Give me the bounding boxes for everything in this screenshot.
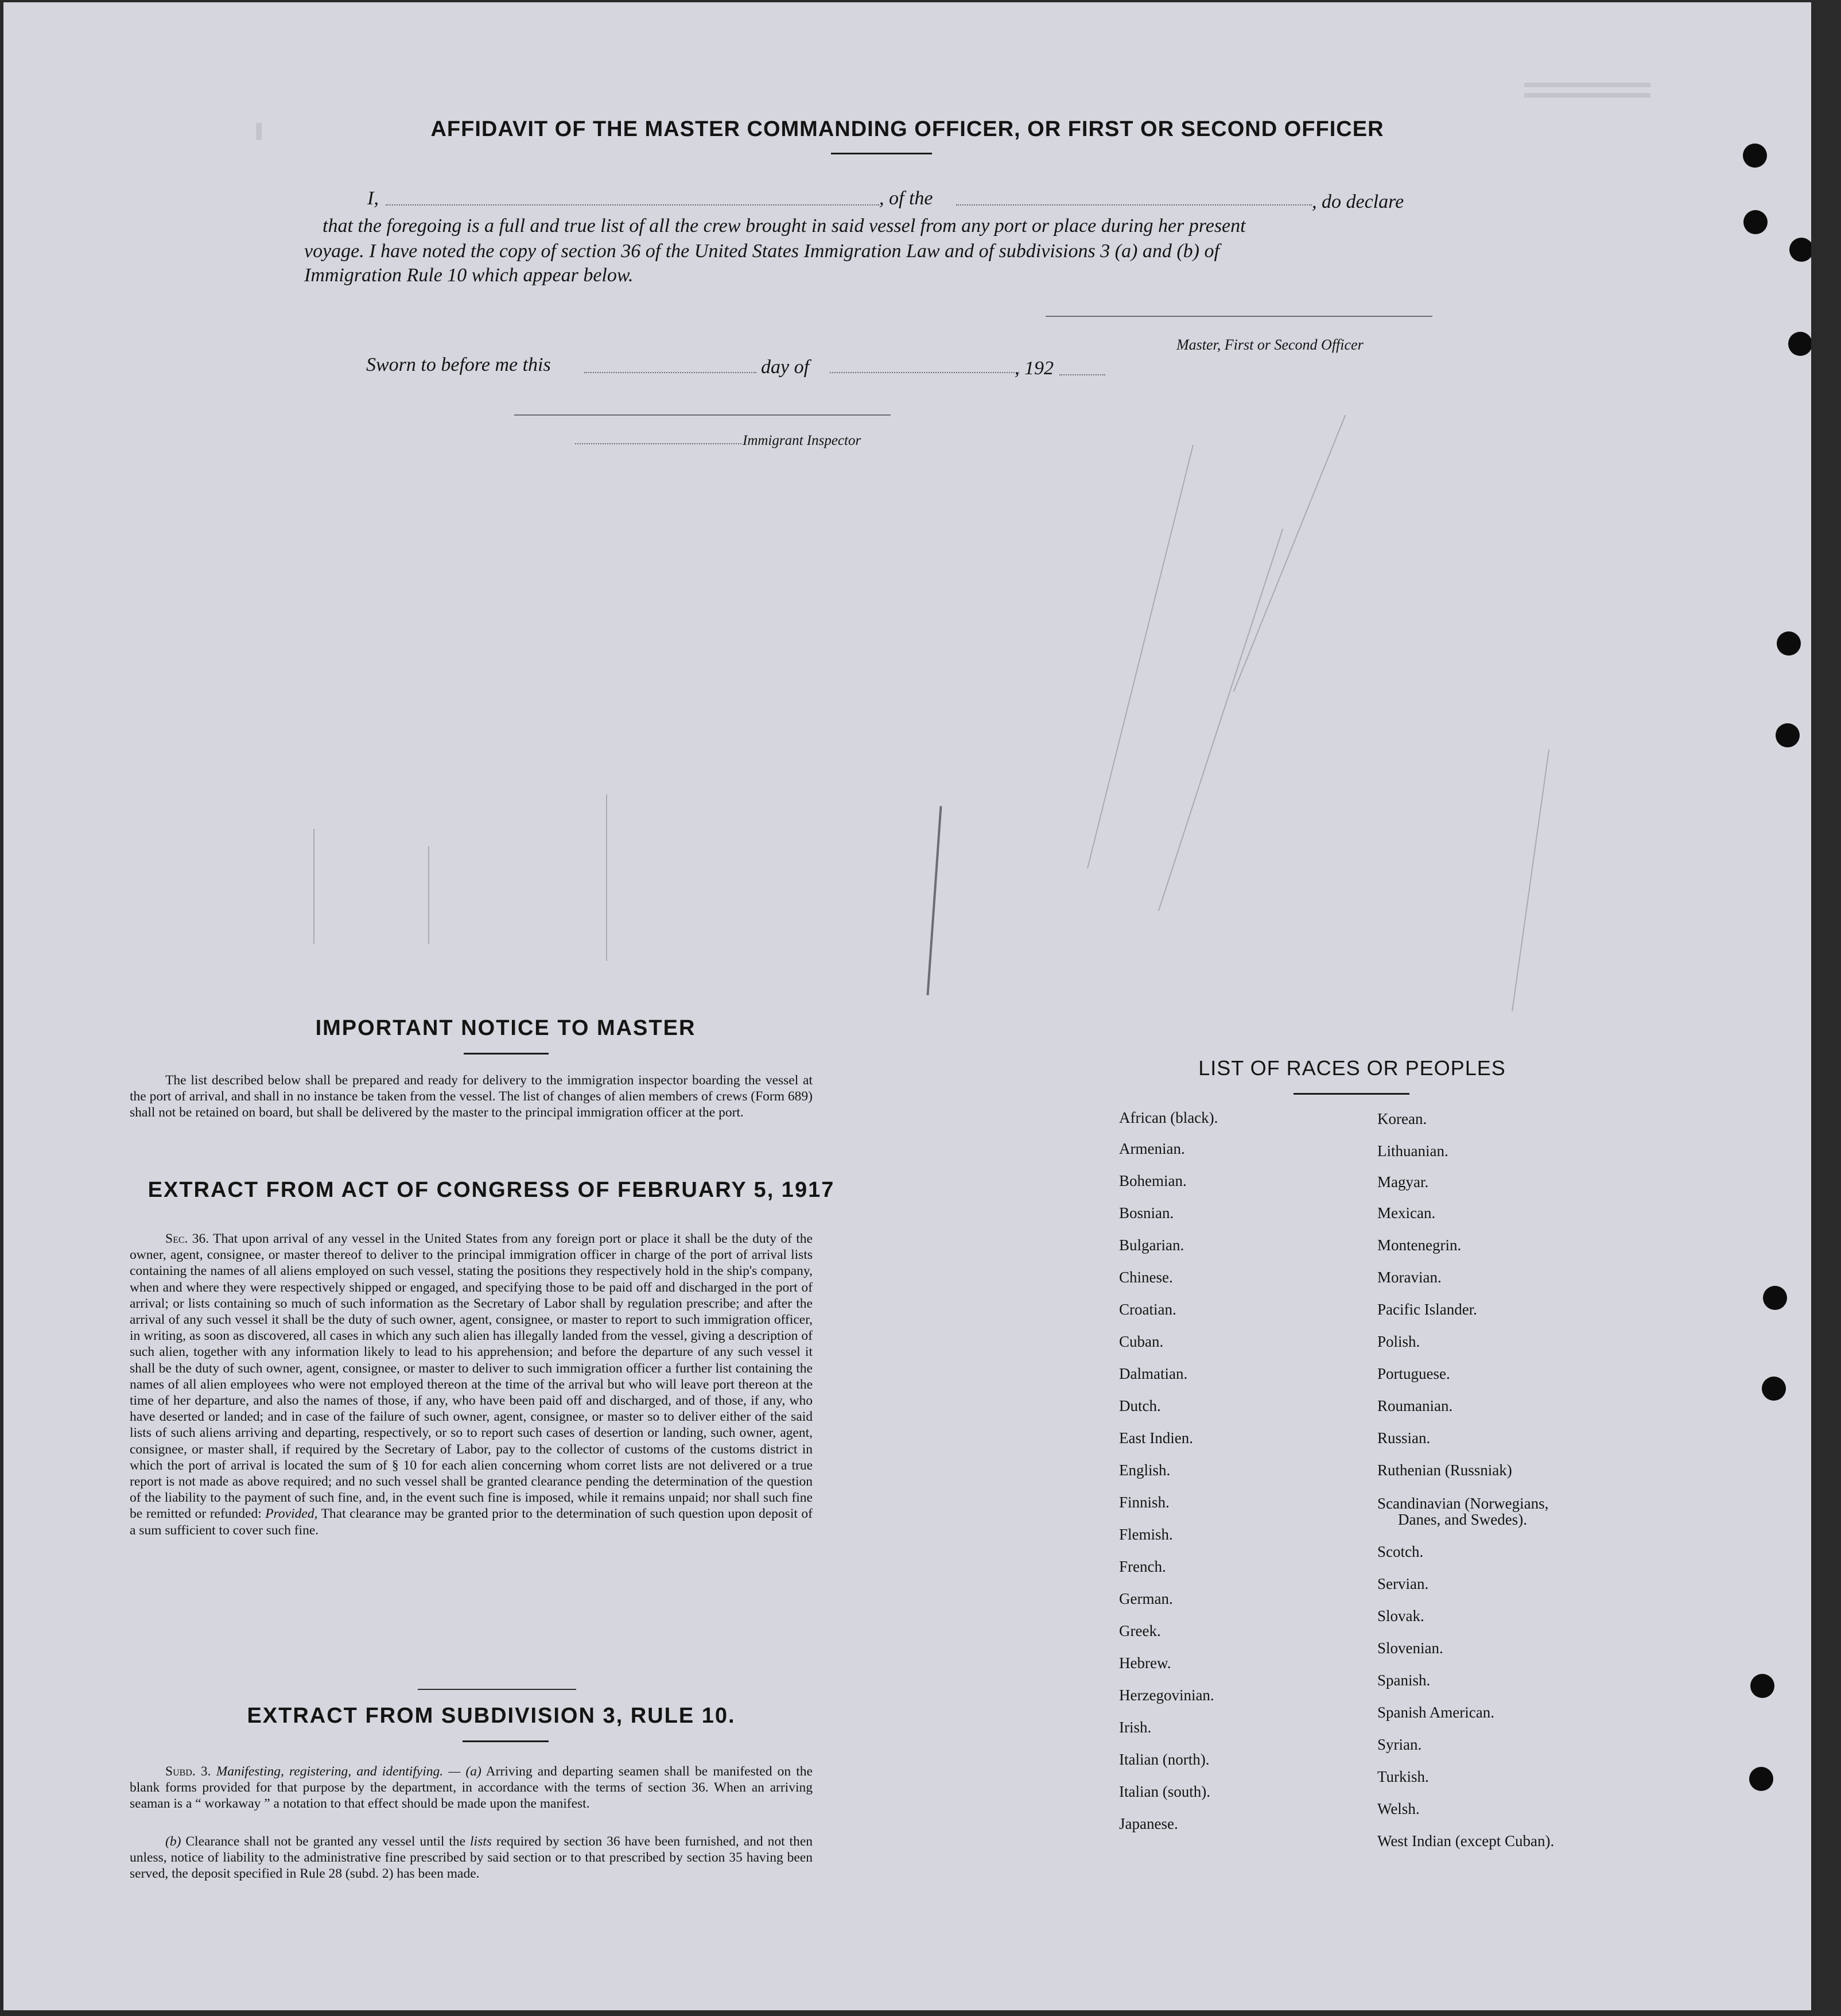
- races-title: LIST OF RACES OR PEOPLES: [1198, 1056, 1506, 1080]
- act-divider: [418, 1689, 576, 1690]
- act-section-label: Sec. 36.: [165, 1231, 209, 1246]
- rule-a-text: [130, 1763, 813, 1812]
- act-body: That upon arrival of any vessel in the United States from any foreign port or place it shall be the duty of the owner, agent, consignee, or master thereof to deliver to the principal immigration officer in charge of the port of arrival lists containing the names of all aliens employed on such vessel, stating the positions they respectively hold in the ship's company, when and where they were respectively shipped or engaged, and specifying those to be paid off and discharged in the port of arrival; or lists containing so much of such information as the Secretary of Labor shall by regulation prescribe; and after the arrival of any such vessel it shall be the duty of such owner, agent, consignee, or master to report to such immigration officer, in writing, as soon as discovered, all cases in which any such alien has illegally landed from the vessel, giving a description of such alien, together with any information likely to lead to his apprehension; and before the departure of any such vessel it shall be the duty of such owner, agent, consignee, or master to deliver to such immigration officer a further list containing the names of all alien employees who were not employed thereon at the time of the arrival but who will leave port thereon at the time of her departure, and also the names of those, if any, who have been paid off and discharged, and of those, if any, who have deserted or landed; and in case of the failure of such owner, agent, consignee, or master so to deliver either of the said lists of such aliens arriving and departing, respectively, or so to report such cases of desertion or landing, such owner, agent, consignee, or master shall, if required by the Secretary of Labor, pay to the collector of customs of the customs district in which the port of arrival is located the sum of § 10 for each alien concerning whom corret lists are not delivered or a true report is not made as above required; and no such vessel shall be granted clearance pending the determination of the question of the liability to the payment of such fine, and, in the event such fine is imposed, while it remains unpaid; nor shall such fine be remitted or refunded:: [130, 1231, 813, 1522]
- race-item: Italian (north).: [1119, 1751, 1210, 1768]
- race-item: Dalmatian.: [1119, 1365, 1188, 1382]
- inspector-signature-line: [514, 414, 891, 416]
- declaration-line-1: that the foregoing is a full and true list of all the crew brought in said vessel from any port or place during her present: [323, 215, 1246, 237]
- rule-b-body-2: required by section 36 have been furnished, and not then unless, notice of liability to the administrative fine prescribed by said section or to that prescribed by section 35 having been served, the deposit specified in Rule 28 (subd. 2) has been made.: [130, 1834, 813, 1882]
- race-item: Slovenian.: [1377, 1639, 1443, 1657]
- race-item: Pacific Islander.: [1377, 1301, 1477, 1318]
- race-item: Greek.: [1119, 1622, 1161, 1639]
- notice-title: IMPORTANT NOTICE TO MASTER: [315, 1016, 696, 1040]
- race-item: Ruthenian (Russniak): [1377, 1461, 1512, 1479]
- race-item: Russian.: [1377, 1429, 1431, 1447]
- scratch-mark: [1087, 445, 1194, 869]
- act-title: EXTRACT FROM ACT OF CONGRESS OF FEBRUARY 5, 1917: [147, 1178, 835, 1202]
- race-item: Scotch.: [1377, 1543, 1424, 1560]
- day-of-label: day of: [761, 356, 810, 378]
- rule-b-label: (b): [165, 1834, 181, 1849]
- race-item: Portuguese.: [1377, 1365, 1450, 1382]
- scratch-mark: [313, 829, 314, 944]
- race-item: Spanish American.: [1377, 1704, 1494, 1721]
- punch-hole-icon: [1789, 238, 1811, 262]
- declaration-line-2: voyage. I have noted the copy of section 36 of the United States Immigration Law and of subdivisions 3 (a) and (b) of: [304, 241, 1219, 262]
- vessel-name-blank: [956, 204, 1312, 206]
- punch-hole-icon: [1777, 631, 1801, 656]
- race-item: Welsh.: [1377, 1800, 1420, 1817]
- scratch-mark: [428, 846, 429, 944]
- master-signature-label: Master, First or Second Officer: [1176, 336, 1364, 353]
- act-tail: That clearance may be granted prior to the determination of such question upon deposit of a sum sufficient to cover such fine.: [130, 1506, 813, 1538]
- race-item: Bulgarian.: [1119, 1236, 1184, 1254]
- punch-hole-icon: [1762, 1377, 1786, 1401]
- race-item: Servian.: [1377, 1575, 1429, 1592]
- punch-hole-icon: [1776, 723, 1800, 747]
- rule-b-text: [130, 1833, 813, 1882]
- rule-title: EXTRACT FROM SUBDIVISION 3, RULE 10.: [247, 1704, 736, 1728]
- race-item: Dutch.: [1119, 1397, 1161, 1414]
- race-item: Syrian.: [1377, 1736, 1422, 1753]
- race-item: Moravian.: [1377, 1269, 1442, 1286]
- race-item: African (black).: [1119, 1109, 1218, 1126]
- race-item: Bohemian.: [1119, 1172, 1187, 1189]
- race-item: Slovak.: [1377, 1607, 1424, 1625]
- declaration-line-3: Immigration Rule 10 which appear below.: [304, 265, 634, 286]
- race-item: French.: [1119, 1558, 1166, 1575]
- sworn-month-blank: [830, 372, 1019, 373]
- races-title-underline: [1294, 1093, 1409, 1095]
- punch-hole-icon: [1750, 1674, 1774, 1698]
- race-item: West Indian (except Cuban).: [1377, 1832, 1555, 1850]
- race-item: Chinese.: [1119, 1269, 1173, 1286]
- race-item: Scandinavian (Norwegians,: [1377, 1495, 1549, 1512]
- rule-b-body-1: Clearance shall not be granted any vessel until the: [185, 1834, 466, 1849]
- punch-hole-icon: [1743, 144, 1767, 168]
- scratch-mark: [926, 806, 942, 995]
- rule-subd-label: Subd. 3.: [165, 1764, 211, 1779]
- race-item: Italian (south).: [1119, 1783, 1210, 1800]
- declarant-label: I,: [367, 188, 379, 209]
- race-item: Montenegrin.: [1377, 1236, 1462, 1254]
- race-item: Lithuanian.: [1377, 1142, 1448, 1160]
- race-item: Flemish.: [1119, 1526, 1173, 1543]
- punch-hole-icon: [1743, 210, 1768, 234]
- affidavit-title: AFFIDAVIT OF THE MASTER COMMANDING OFFICER, OR FIRST OR SECOND OFFICER: [430, 117, 1384, 141]
- race-item: Bosnian.: [1119, 1204, 1174, 1222]
- race-item: German.: [1119, 1590, 1173, 1607]
- rule-title-underline: [463, 1740, 549, 1742]
- scratch-mark: [606, 794, 607, 961]
- rule-a-label: — (a): [448, 1764, 481, 1779]
- race-item: Irish.: [1119, 1719, 1152, 1736]
- race-item: East Indien.: [1119, 1429, 1193, 1447]
- rule-a-body: Arriving and departing seamen shall be manifested on the blank forms provided for that purpose by the department, in accordance with the terms of section 36. When an arriving seaman is a “ workaway ” a notation to that effect should be made upon the manifest.: [130, 1764, 813, 1812]
- punch-hole-icon: [1788, 332, 1811, 356]
- rule-b-lists: lists: [470, 1834, 492, 1849]
- race-item-continued: Danes, and Swedes).: [1398, 1511, 1527, 1528]
- scratch-mark: [1512, 750, 1549, 1011]
- bleed-through-mark: [1524, 83, 1650, 87]
- race-item: Finnish.: [1119, 1494, 1170, 1511]
- declarant-name-blank: [386, 204, 879, 206]
- document-page: [3, 2, 1811, 2010]
- inspector-name-blank: [575, 443, 741, 444]
- notice-title-underline: [464, 1053, 549, 1054]
- act-text: [130, 1231, 813, 1538]
- of-the-label: , of the: [879, 188, 933, 209]
- race-item: Magyar.: [1377, 1173, 1429, 1191]
- race-item: Japanese.: [1119, 1815, 1178, 1832]
- race-item: Korean.: [1377, 1110, 1427, 1127]
- sworn-label: Sworn to before me this: [366, 354, 551, 375]
- inspector-label: Immigrant Inspector: [743, 433, 861, 448]
- sworn-day-blank: [584, 372, 756, 373]
- scratch-mark: [1233, 415, 1346, 692]
- title-underline: [831, 153, 932, 154]
- race-item: Mexican.: [1377, 1204, 1436, 1222]
- race-item: Roumanian.: [1377, 1397, 1453, 1414]
- race-item: Spanish.: [1377, 1672, 1431, 1689]
- scratch-mark: [1158, 529, 1283, 911]
- do-declare-label: , do declare: [1312, 191, 1404, 212]
- year-label: , 192: [1015, 358, 1054, 379]
- race-item: Cuban.: [1119, 1333, 1164, 1350]
- race-item: English.: [1119, 1461, 1171, 1479]
- punch-hole-icon: [1763, 1286, 1787, 1310]
- bleed-through-mark: [1524, 93, 1650, 98]
- rule-subd-heading: Manifesting, registering, and identifying.: [216, 1764, 444, 1779]
- notice-text: The list described below shall be prepared and ready for delivery to the immigration inspector boarding the vessel at the port of arrival, and shall in no instance be taken from the vessel. The list of changes of alien members of crews (Form 689) shall not be retained on board, but shall be delivered by the master to the principal immigration officer at the port.: [130, 1073, 813, 1121]
- race-item: Turkish.: [1377, 1768, 1429, 1785]
- race-item: Croatian.: [1119, 1301, 1176, 1318]
- race-item: Polish.: [1377, 1333, 1420, 1350]
- act-provided: Provided,: [265, 1506, 318, 1522]
- master-signature-line: [1046, 316, 1432, 317]
- race-item: Hebrew.: [1119, 1654, 1171, 1672]
- punch-hole-icon: [1749, 1767, 1773, 1791]
- race-item: Armenian.: [1119, 1140, 1185, 1157]
- sworn-year-blank: [1059, 374, 1105, 375]
- race-item: Herzegovinian.: [1119, 1687, 1214, 1704]
